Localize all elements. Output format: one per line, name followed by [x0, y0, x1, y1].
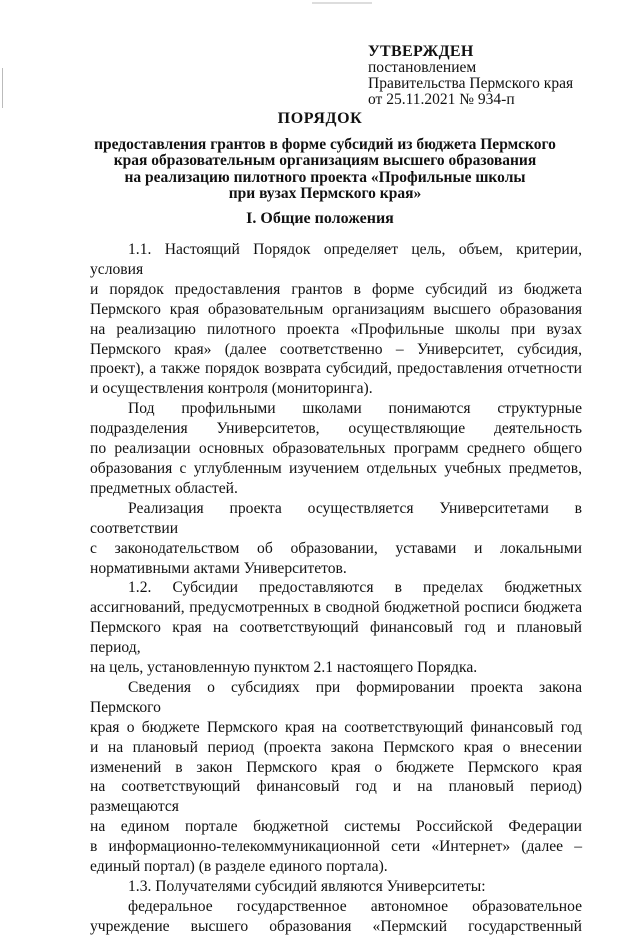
- text-line: края о бюджете Пермского края на соответствующий финансовый год: [90, 718, 582, 736]
- text-line: Пермского края на соответствующий финансовый год и плановый период,: [90, 619, 582, 657]
- text-line: 1.3. Получателями субсидий являются Университеты:: [128, 878, 486, 895]
- text-line: Сведения о субсидиях при формировании проекта закона Пермского: [90, 678, 582, 716]
- approval-stamp: [368, 44, 573, 108]
- text-line: Под профильными школами понимаются структурные: [128, 400, 582, 418]
- section-heading: I. Общие положения: [246, 210, 394, 227]
- text-line: 1.2. Субсидии предоставляются в пределах бюджетных: [128, 579, 582, 597]
- text-line: единый портал) (в разделе единого портала).: [90, 858, 388, 876]
- text-line: Реализация проекта осуществляется Университетами в соответствии: [90, 499, 582, 537]
- text-line: Пермского края образовательным организациям высшего образования: [90, 300, 582, 318]
- text-line: на реализацию пилотного проекта «Профильные школы при вузах: [90, 320, 582, 338]
- subtitle-line: предоставления грантов в форме субсидий из бюджета Пермского: [94, 136, 556, 153]
- text-line: и осуществления контроля (мониторинга).: [90, 380, 373, 398]
- text-line: и на плановый период (проекта закона Пермского края о внесении: [90, 738, 582, 756]
- top-scan-mark: [312, 2, 372, 4]
- approval-line: от 25.11.2021 № 934-п: [368, 91, 515, 108]
- text-line: в информационно-телекоммуникационной сети «Интернет» (далее –: [90, 838, 582, 856]
- text-line: на цель, установленную пунктом 2.1 настоящего Порядка.: [90, 659, 478, 677]
- text-line: 1.1. Настоящий Порядок определяет цель, объем, критерии, условия: [90, 241, 582, 278]
- text-line: нормативными актами Университетов.: [90, 559, 347, 577]
- text-line: подразделения Университетов, осуществляющие деятельность: [90, 420, 582, 438]
- text-line: ассигнований, предусмотренных в сводной бюджетной росписи бюджета: [90, 599, 582, 617]
- margin-scan-mark: [2, 68, 3, 108]
- document-subtitle: [90, 137, 560, 202]
- approval-line: постановлением: [368, 59, 477, 76]
- approval-line: Правительства Пермского края: [368, 75, 574, 92]
- text-line: образования с углубленным изучением отдельных учебных предметов,: [90, 459, 582, 477]
- text-line: Пермского края» (далее соответственно – Университет, субсидия,: [90, 340, 582, 358]
- text-line: на соответствующий финансовый год и на плановый период) размещаются: [90, 778, 582, 816]
- text-line: федеральное государственное автономное образовательное: [128, 897, 582, 915]
- text-line: проект), а также порядок возврата субсидий, предоставления отчетности: [90, 360, 582, 378]
- text-line: по реализации основных образовательных программ среднего общего: [90, 440, 582, 458]
- text-line: учреждение высшего образования «Пермский государственный: [90, 917, 582, 935]
- document-body: [90, 240, 582, 937]
- approval-head: УТВЕРЖДЕН: [368, 43, 474, 60]
- subtitle-line: на реализацию пилотного проекта «Профильные школы: [124, 168, 526, 186]
- subtitle-line: края образовательным организациям высшего образования: [113, 152, 537, 170]
- text-line: с законодательством об образовании, уставами и локальными: [90, 539, 582, 557]
- document-title: ПОРЯДОК: [277, 110, 363, 127]
- text-line: и порядок предоставления грантов в форме субсидий из бюджета: [90, 280, 582, 298]
- subtitle-line: при вузах Пермского края»: [228, 184, 422, 202]
- text-line: предметных областей.: [90, 479, 238, 497]
- text-line: изменений в закон Пермского края о бюджете Пермского края: [90, 758, 582, 776]
- text-line: на едином портале бюджетной системы Российской Федерации: [90, 818, 582, 836]
